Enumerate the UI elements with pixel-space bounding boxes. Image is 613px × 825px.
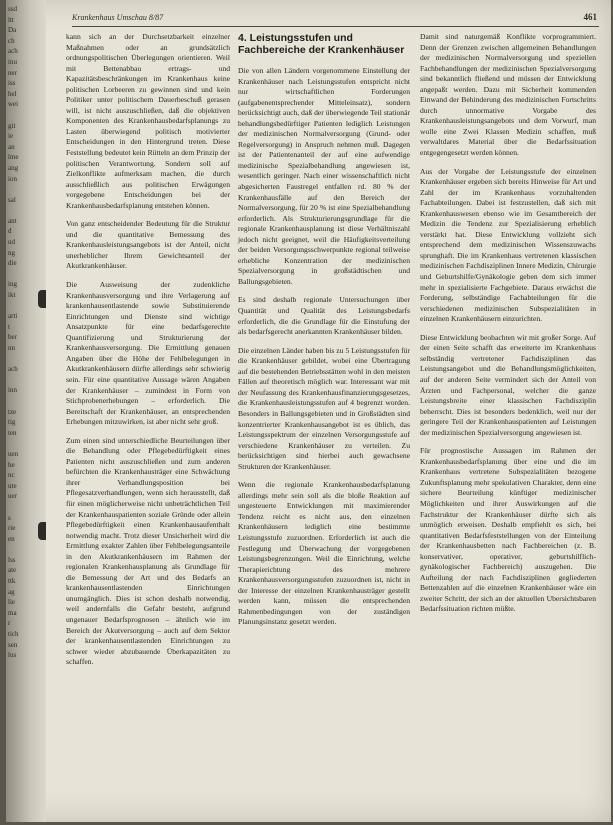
column-middle bbox=[238, 32, 410, 636]
binding-clip bbox=[38, 290, 46, 308]
paragraph: Diese Entwicklung beobachten wir mit großer Sorge. Auf der einen Seite schafft das erweiterte im Krankenhaus selbständig vertretener Fachdisziplinen das Leistungsangebot und die Behandlungsmöglichkeiten, auf der anderen Seite vermindert sich der Anteil von Ärzten und Fachpersonal, welcher die ganze Leistungsbreite einer klassischen Fachdisziplin beherrscht. Dies ist besonders bedenklich, weil nur der geringere Teil der Krankenhauspatienten auf Leistungen der medizinischen Spezialversorgung angewiesen ist. bbox=[420, 332, 596, 437]
gutter-text-fragment bbox=[6, 502, 46, 513]
gutter-text-fragment: lss bbox=[8, 555, 16, 564]
gutter-text-fragment: t bbox=[8, 322, 10, 331]
column-left bbox=[66, 32, 230, 676]
gutter-text-fragment: ach bbox=[8, 47, 18, 56]
gutter-text-fragment: he bbox=[8, 460, 15, 469]
gutter-text-fragment: wei bbox=[8, 100, 19, 109]
page-number: 461 bbox=[583, 12, 597, 22]
gutter-text-fragment: an bbox=[8, 142, 15, 151]
gutter-text-fragment: en bbox=[8, 534, 15, 543]
gutter-text-fragment: ud bbox=[8, 238, 15, 247]
paragraph: Zum einen sind unterschiedliche Beurteilungen über die Behandlung oder Pflegebedürftigkeit eines Patienten nicht auszuschließen und zum anderen befürchten die Krankenhausträger eine Schwächung ihrer Verhandlungsposition bei Pflegesatzverhandlungen, wenn sich herausstellt, daß für einen möglicherweise nicht unbeträchtlichen Teil der Krankenhauspatienten soziale Gründe oder allein Pflegebedürftigkeit einen Krankenhausaufenthalt notwendig macht. Trotz dieser Unsicherheit wird die Ermittlung exakter Zahlen über Fehlbelegungsanteile in den Akutkrankenhäusern im Rahmen der regionalen Krankenhausplanung als Grundlage für die Bemessung der Art und des Bedarfs an krankenhausentlastenden Einrichtungen unumgänglich. Dies ist schon deshalb notwendig, weil andernfalls die Gefahr besteht, aufgrund ungenauer Bedarfsprognosen – ähnlich wie im Bereich der Akutversorgung – auch auf dem Sektor der krankenhausentlastenden Einrichtungen zu schwer wieder abzubauende Überkapazitäten zu schaffen. bbox=[66, 435, 230, 667]
binding-clip bbox=[38, 522, 46, 540]
paragraph: Die von allen Ländern vorgenommene Einstellung der Krankenhäuser nach Leistungsstufen entspricht nicht nur wirtschaftlichen Forderungen (aufgabenentsprechender Mitteleinsatz), sondern berücksichtigt auch, daß der überwiegende Teil stationär behandlungsbedürftiger Patienten lediglich Leistungen der medizinischen Normalversorgung (Grund- oder Regelversorgung) in Anspruch nehmen muß. Dagegen ist der Patientenanteil der auf eine aufwendige medizinische Spezialbehandlung angewiesen ist, wesentlich geringer. Nach einer wissenschaftlich nicht abgesicherten Faustregel entfallen rd. 80 % der Krankenhausfälle auf den Bereich der Normalversorgung, für 20 % ist eine Spezialbehandlung erforderlich. Als Strukturierungsgrundlage für die regionale Krankenhausplanung ist diese Verhältniszahl jedoch nicht geeignet, weil die Häufigkeitsverteilung der beiden Versorgungsschwerpunkte regional teilweise erhebliche Konzentration der medizinischen Spezialversorgung in großstädtischen und Ballungsgebieten. bbox=[238, 66, 410, 286]
gutter-text-fragment: ing bbox=[8, 280, 17, 289]
gutter-text-fragment: ach bbox=[8, 365, 18, 374]
gutter-text-fragment: ttk bbox=[8, 577, 16, 586]
gutter-text-fragment: ma bbox=[8, 608, 17, 617]
gutter-text-fragment bbox=[6, 438, 46, 449]
gutter-text-fragment bbox=[6, 110, 46, 121]
gutter-text-fragment: uen bbox=[8, 449, 19, 458]
gutter-text-fragment: ant bbox=[8, 216, 17, 225]
gutter-text-fragment: s bbox=[8, 513, 11, 522]
gutter-text-fragment: ner bbox=[8, 68, 17, 77]
gutter-text-fragment bbox=[6, 354, 46, 365]
gutter-text-fragment bbox=[6, 205, 46, 216]
gutter-text-fragment: ltt bbox=[8, 15, 14, 24]
gutter-text-fragment: nn bbox=[8, 344, 15, 352]
page-header bbox=[72, 12, 599, 27]
gutter-text-fragment: ie bbox=[8, 132, 14, 141]
gutter-text-fragment: lus bbox=[8, 651, 17, 660]
paragraph: Die Ausweisung der zudenkliche Krankenhausversorgung und ihre Verlagerung auf krankenhausentlastende sowie Substituierende Einrichtungen und Dienste sind wichtige Ansatzpunkte für eine bedarfsgerechte Quantifizierung und Strukturierung der Krankenhausversorgung. Die Ermittlung genauen Angaben über die Höhe der Fehlbelegungen in Akutkrankenhäusern dürfte allerdings sehr schwierig sein. Für eine quantitative Aussage wären Angaben der Krankenhäuser – zumindest in Form von Stichprobenerhebungen – erforderlich. Die Bereitschaft der Krankenhäuser, an entsprechenden Erhebungen mitzuwirken, ist aber nicht sehr groß. bbox=[66, 280, 230, 427]
gutter-text-fragment bbox=[6, 269, 46, 280]
running-title: Krankenhaus Umschau 8/87 bbox=[72, 13, 164, 22]
paragraph: Wenn die regionale Krankenhausbedarfsplanung allerdings mehr sein soll als die bloße Reaktion auf ungesteuerte Entwicklungen mit maximierender Tendenz reicht es nicht aus, den einzelnen Krankenhäusern lediglich eine bestimmte Leistungsstufe zuzuordnen. Erforderlich ist auch die Festlegung und Überwachung der vorgegebenen Leistungsbegrenzungen. Weil die Einrichtung, welche Therapierichtung des mehrere Krankenhausversorgungsstufen zuzuordnen ist, nicht in der Interesse der einzelnen Krankenhausträger gestellt werden kann, müssen die entsprechenden Rahmenbedingungen von der zuständigen Planungsinstanz gesetzt werden. bbox=[238, 480, 410, 627]
gutter-text-fragment: ten bbox=[8, 428, 17, 437]
gutter-text-fragment: ssd bbox=[8, 5, 17, 13]
paragraph: kann sich an der Durchsetzbarkeit einzelner Maßnahmen oder an grundsätzlich ordnungspolitischen Überlegungen orientieren. Weil mit Bettenabbau ertrags- und Kapazitätsbeschränkungen im Krankenhaus keine politischen Lorbeeren zu gewinnen sind und kein Politiker unter politischem Dauerbeschuß gerasen will, ist nicht auszuschließen, daß die objektiven Komponenten des Krankenhausbedarfsplanungs zu Lasten überwiegend politisch motivierter Entscheidungen in den Hintergrund treten. Diese Feststellung bedeutet kein Rütteln an dem Prinzip der politischen Verantwortung. Sondern soll auf Zielkonflikte aufmerksam machen, die durch ausschließlich aus politischen Erwägungen vorgegebene Entscheidungen bei der Krankenhausbedarfsplanung entstehen können. bbox=[66, 32, 230, 210]
gutter-text-fragment: uer bbox=[8, 492, 17, 501]
gutter-text-fragment bbox=[6, 375, 46, 386]
gutter-text-fragment: iss bbox=[8, 79, 16, 88]
gutter-text-fragment: inu bbox=[8, 57, 17, 66]
gutter-text-fragment: sen bbox=[8, 640, 18, 649]
gutter-text-fragment: ng bbox=[8, 248, 15, 257]
gutter-text-fragment: ch bbox=[8, 36, 15, 45]
gutter-text-fragment: sal bbox=[8, 195, 16, 204]
gutter-text-fragment: ate bbox=[8, 566, 17, 575]
gutter-text-fragment: inn bbox=[8, 386, 17, 395]
gutter-text-fragment: nc bbox=[8, 471, 15, 480]
gutter-text-fragment: hel bbox=[8, 89, 17, 98]
gutter-text-fragment: lme bbox=[8, 153, 19, 162]
document-page bbox=[6, 0, 611, 822]
gutter-text-fragment: r bbox=[8, 619, 11, 628]
gutter-text-fragment: die bbox=[8, 259, 17, 268]
gutter-text-fragment: lie bbox=[8, 598, 15, 607]
paragraph: Für prognostische Aussagen im Rahmen der Krankenhausbedarfsplanung über eine und die im Krankenhaus vertretene Subspezialitäten bezogene Zukunftsplanung mehr spekulativen Charakter, denn eine sichere Beurteilung künftiger medizinischer Möglichkeiten und ihrer Auswirkungen auf die Fachstruktur der Krankenhäuser dürfte sich als unmöglich erweisen. Deshalb empfiehlt es sich, bei quantitativen Bedarfsfeststellungen von der Einteilung der Krankenhausbetten nach Fachbereichen (z. B. konservativer, operativer, geburtshilflich-gynäkologischer Fachbereich) auszugehen. Die Aufteilung der nach Fachdisziplinen gegliederten Bettenzahlen auf die einzelnen Krankenhäuser wäre ein zweiter Schritt, der sich an der aktuellen Ubersichtsbaren Bedarfssituation richten müßte. bbox=[420, 446, 596, 614]
section-heading: 4. Leistungsstufen und Fachbereiche der Krankenhäuser bbox=[238, 32, 405, 56]
paragraph: Damit sind naturgemäß Konflikte vorprogrammiert. Denn der Grenzen zwischen allgemeinen Behandlungen der medizinischen Normalversorgung und speziellen Fachbehandlungen der medizinischen Spezialversorgung sind bekanntlich fließend und müssen der Entwicklung angepaßt werden. Dazu mit Sicherheit kommenden Einwand der Behinderung des medizinischen Fortschritts durch unnormative Vorgabe des Krankenhausleistungsangebots und dem Vorwurf, man wolle eine Zwei Klassen Medizin schaffen, muß verwaltdares Material über die Bedarfssituation entgegengesetzt werden können. bbox=[420, 32, 596, 158]
column-right bbox=[420, 32, 596, 623]
gutter-text-fragment: tich bbox=[8, 630, 19, 639]
paragraph: Die einzelnen Länder haben bis zu 5 Leistungsstufen für die Krankenhäuser gebildet, wobei eine Übertragung auf die bestehenden Betriebsstätten wohl in den meisten Fällen auf theoretisch möglich war. Interessant war mit der Neufassung des Krankenhausfinanzierungsgesetzes, die Krankenhausleistungsstufen auf 4 begrenzt worden. Besonders in Ballungsgebieten und in Großstädten sind konzentrierter Krankenhausangebot ist es üblich, das Leistungsspektrum der einzelnen Versorgungsstufe auf verschiedene Krankenhäuser zu verteilen. Zu berücksichtigen sind hierbei auch gewachsene Strukturen der Krankenhäuser. bbox=[238, 345, 410, 471]
gutter-text-fragment: ikt bbox=[8, 291, 16, 300]
gutter-text-fragment: ag bbox=[8, 587, 15, 596]
gutter-text-fragment: rie bbox=[8, 524, 16, 533]
gutter-text-fragment: Da bbox=[8, 26, 17, 35]
gutter-text-fragment: git bbox=[8, 121, 16, 130]
gutter-text-fragment: ion bbox=[8, 174, 17, 183]
gutter-text-fragment: ber bbox=[8, 333, 17, 342]
paragraph: Es sind deshalb regionale Untersuchungen über Quantität und Qualität des Leistungsbedarfs erforderlich, die die Grundlage für die Einstufung der als bedarfsgerecht anerkannten Krankenhäuser bilden. bbox=[238, 295, 410, 337]
gutter-text-fragment bbox=[6, 396, 46, 407]
facing-page-edge bbox=[6, 0, 46, 822]
gutter-text-fragment: ute bbox=[8, 481, 17, 490]
paragraph: Aus der Vorgabe der Leistungsstufe der einzelnen Krankenhäuser ergeben sich bereits Hinweise für Art und Zahl der im Krankenhaus vorzuhaltenden Fachabteilungen. Dabei ist festzustellen, daß sich mit Krankenhauswesen ebenso wie im Gesamtbereich der Medizin die Tendenz zur Spezialisierung erheblich verstärkt hat. Diese Entwicklung vollzieht sich entsprechend dem medizinischen Wissenszuwachs sprunghaft. Die im Krankenhaus vertretenen klassischen medizinischen Fachdisziplinen Innere Medizin, Chirurgie und Geburtshilfe/Gynäkologie geben dem sich immer mehr in spezialisierte Fachgebiete. Daraus erwächst die Forderung, selbständige Fachabteilungen für die verschiedenen medizinischen Subspezialitäten in einzelnen Krankenhäusern einzurichten. bbox=[420, 166, 596, 324]
gutter-text-fragment: d bbox=[8, 227, 12, 236]
gutter-text-fragment: ang bbox=[8, 163, 19, 172]
gutter-text-fragment: arti bbox=[8, 312, 18, 321]
gutter-text-fragment bbox=[6, 544, 46, 555]
gutter-text-fragment: tig bbox=[8, 418, 16, 427]
paragraph: Von ganz entscheidender Bedeutung für die Struktur und die quantitative Bemessung des Krankenhausleistungsangebots ist der Anteil, nicht unerheblicher Ihrem Gewichtsanteil der Akutkrankenhäuser. bbox=[66, 219, 230, 271]
gutter-text-fragment bbox=[6, 184, 46, 195]
gutter-text-fragment: tze bbox=[8, 407, 17, 416]
